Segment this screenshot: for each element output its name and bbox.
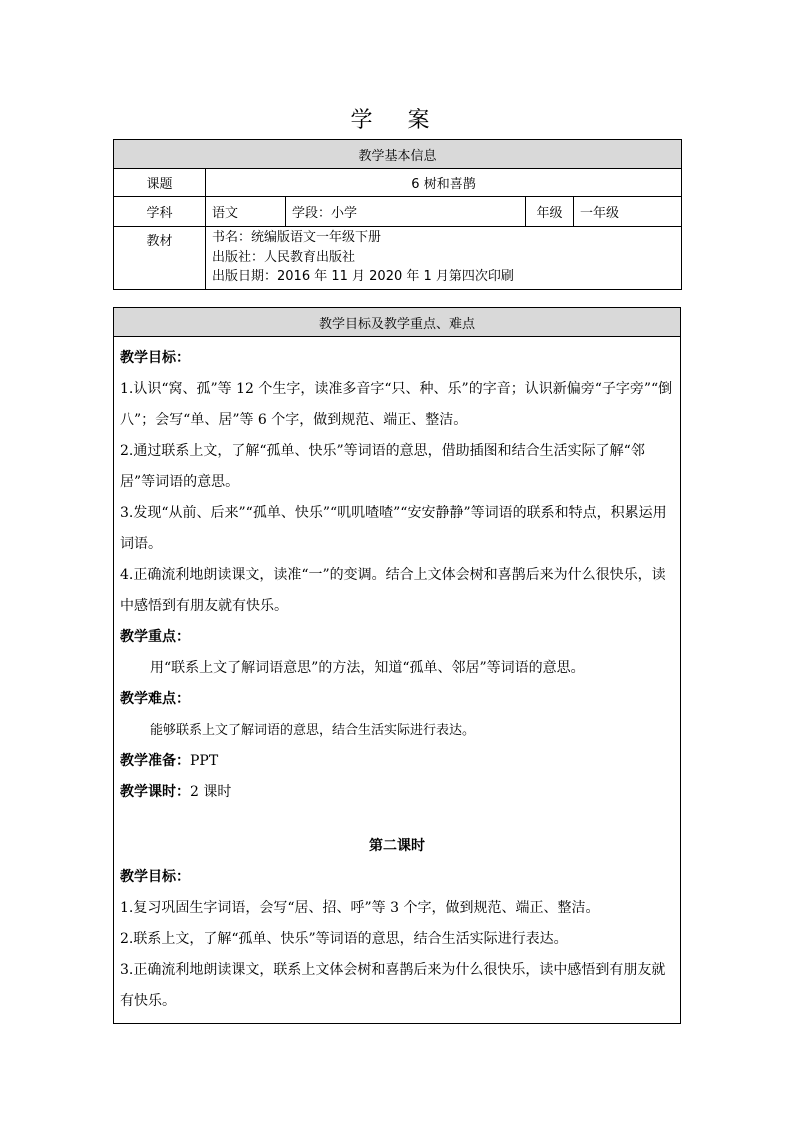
difficulty-label: 教学难点： — [120, 691, 190, 707]
page-title: 学 案 — [350, 108, 444, 133]
objective-item: 4.正确流利地朗读课文，读准“一”的变调。结合上文体会树和喜鹊后来为什么很快乐，读中感悟到有朋友就有快乐。 — [120, 567, 666, 614]
basic-info-header: 教学基本信息 — [114, 140, 682, 169]
hours-line — [120, 777, 674, 808]
second-objective-item: 3.正确流利地朗读课文，联系上文体会树和喜鹊后来为什么很快乐，读中感悟到有朋友就有快乐。 — [120, 962, 666, 1009]
preparation-label: 教学准备： — [120, 753, 190, 769]
objective-item: 3.发现“从前、后来”“孤单、快乐”“叽叽喳喳”“安安静静”等词语的联系和特点，积累运用词语。 — [120, 505, 667, 552]
basic-info-table — [113, 139, 682, 290]
material-label: 教材 — [114, 227, 206, 290]
second-objectives-label: 教学目标： — [120, 869, 190, 885]
objective-item: 1.认识“窝、孤”等 12 个生字，读准多音字“只、种、乐”的字音；认识新偏旁“子字旁”“倒八”；会写“单、居”等 6 个字，做到规范、端正、整洁。 — [120, 381, 673, 428]
topic-label: 课题 — [114, 169, 206, 197]
key-points-label: 教学重点： — [120, 629, 190, 645]
preparation-line — [120, 746, 674, 777]
topic-value: 6 树和喜鹊 — [206, 169, 682, 197]
material-publisher: 出版社：人民教育出版社 — [212, 249, 356, 265]
material-book: 书名：统编版语文一年级下册 — [212, 230, 382, 245]
goals-table — [113, 307, 681, 1024]
difficulty-text: 能够联系上文了解词语的意思，结合生活实际进行表达。 — [150, 723, 476, 738]
objectives-label: 教学目标： — [120, 350, 190, 366]
second-objective-item: 2.联系上文，了解“孤单、快乐”等词语的意思，结合生活实际进行表达。 — [120, 931, 568, 947]
goals-header: 教学目标及教学重点、难点 — [114, 308, 681, 337]
objective-item: 2.通过联系上文，了解“孤单、快乐”等词语的意思，借助插图和结合生活实际了解“邻居”等词语的意思。 — [120, 443, 645, 490]
hours-value: 2 课时 — [190, 784, 232, 800]
material-info — [206, 227, 682, 290]
stage-value: 学段：小学 — [286, 197, 526, 227]
subject-value: 语文 — [206, 197, 286, 227]
preparation-value: PPT — [190, 753, 219, 769]
grade-label: 年级 — [526, 197, 574, 227]
goals-body — [114, 337, 681, 1024]
second-objective-item: 1.复习巩固生字词语，会写“居、招、呼”等 3 个字，做到规范、端正、整洁。 — [120, 900, 600, 916]
key-points-text: 用“联系上文了解词语意思”的方法，知道“孤单、邻居”等词语的意思。 — [150, 660, 585, 676]
hours-label: 教学课时： — [120, 784, 190, 800]
grade-value: 一年级 — [574, 197, 682, 227]
subject-label: 学科 — [114, 197, 206, 227]
material-date: 出版日期：2016 年 11 月 2020 年 1 月第四次印刷 — [212, 269, 514, 284]
second-lesson-title: 第二课时 — [369, 838, 425, 854]
